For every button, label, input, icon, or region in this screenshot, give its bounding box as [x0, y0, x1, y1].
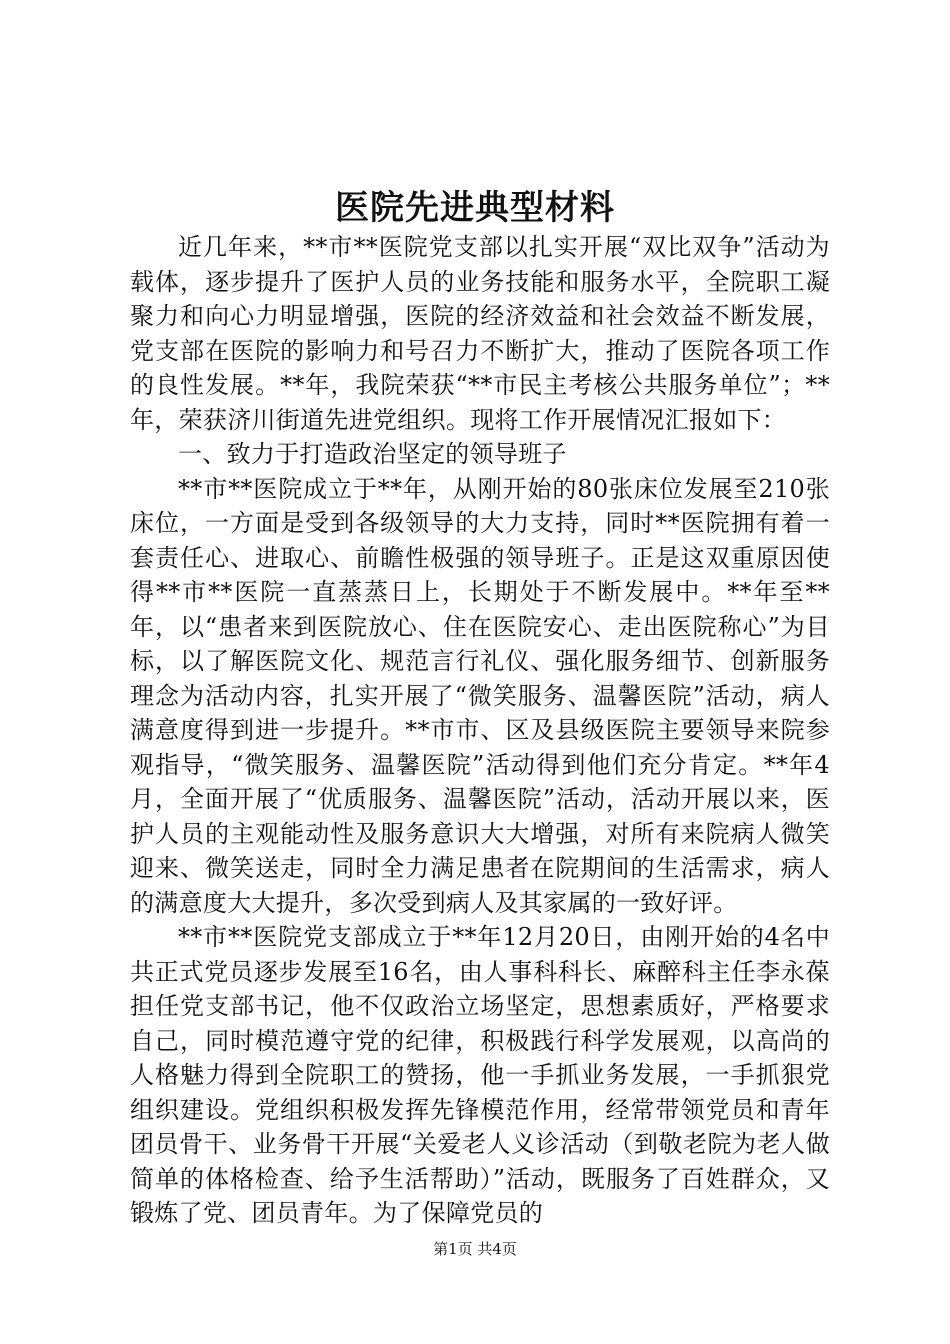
- document-body: [130, 230, 830, 1231]
- paragraph-history: **市**医院成立于**年，从刚开始的80张床位发展至210张床位，一方面是受到各级领导的大力支持，同时**医院拥有着一套责任心、进取心、前瞻性极强的领导班子。正是这双重原因使得**市**医院一直蒸蒸日上，长期处于不断发展中。**年至**年，以“患者来到医院放心、住在医院安心、走出医院称心”为目标，以了解医院文化、规范言行礼仪、强化服务细节、创新服务理念为活动内容，扎实开展了“微笑服务、温馨医院”活动，病人满意度得到进一步提升。**市市、区及县级医院主要领导来院参观指导，“微笑服务、温馨医院”活动得到他们充分肯定。**年4月，全面开展了“优质服务、温馨医院”活动，活动开展以来，医护人员的主观能动性及服务意识大大增强，对所有来院病人微笑迎来、微笑送走，同时全力满足患者在院期间的生活需求，病人的满意度大大提升，多次受到病人及其家属的一致好评。: [130, 474, 830, 917]
- paragraph-party-branch: **市**医院党支部成立于**年12月20日，由刚开始的4名中共正式党员逐步发展至16名，由人事科科长、麻醉科主任李永葆担任党支部书记，他不仅政治立场坚定，思想素质好，严格要求自己，同时模范遵守党的纪律，积极践行科学发展观，以高尚的人格魅力得到全院职工的赞扬，他一手抓业务发展，一手抓狠党组织建设。党组织积极发挥先锋模范作用，经常带领党员和青年团员骨干、业务骨干开展“关爱老人义诊活动（到敬老院为老人做简单的体格检查、给予生活帮助）”活动，既服务了百姓群众，又锻炼了党、团员青年。为了保障党员的: [130, 923, 830, 1227]
- section-heading: 一、致力于打造政治坚定的领导班子: [178, 440, 567, 468]
- document-title: 医院先进典型材料: [335, 188, 615, 228]
- paragraph-intro: 近几年来，**市**医院党支部以扎实开展“双比双争”活动为载体，逐步提升了医护人员的业务技能和服务水平，全院职工凝聚力和向心力明显增强，医院的经济效益和社会效益不断发展，党支部在医院的影响力和号召力不断扩大，推动了医院各项工作的良性发展。**年，我院荣获“**市民主考核公共服务单位”；**年，荣获济川街道先进党组织。现将工作开展情况汇报如下：: [130, 233, 830, 434]
- page-number-footer: 第1页 共4页: [433, 1240, 517, 1258]
